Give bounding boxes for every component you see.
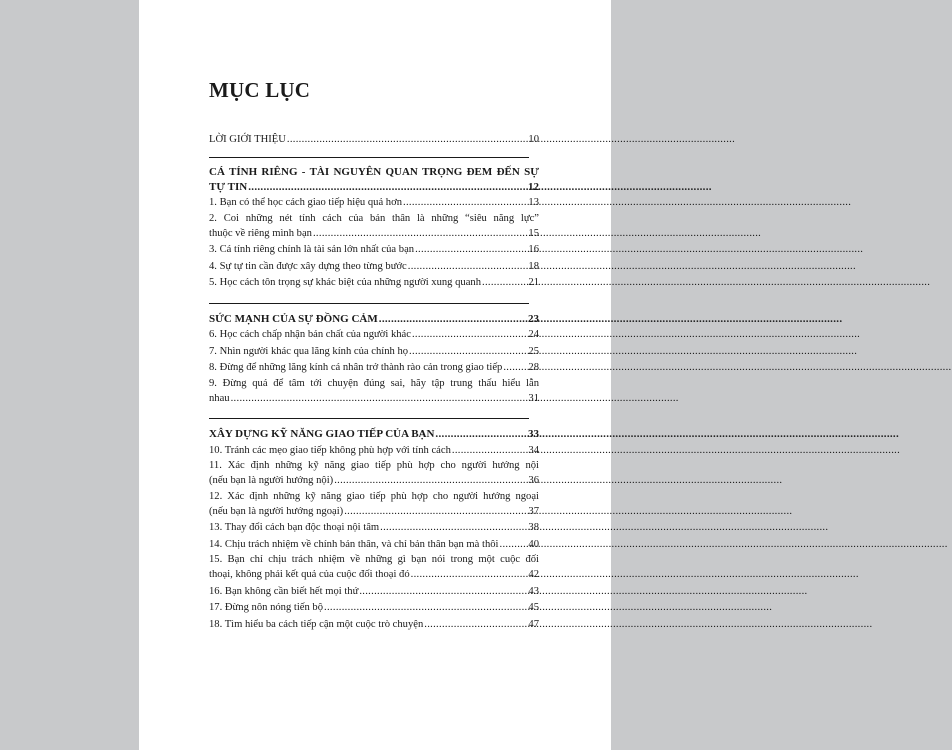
toc-entry [209, 259, 539, 276]
toc-entry-label: thuộc về riêng mình bạn [209, 227, 312, 239]
dot-leader [334, 473, 527, 490]
toc-entry [209, 520, 539, 537]
toc-entry [209, 275, 539, 292]
dot-leader [500, 537, 528, 554]
dot-leader [412, 327, 527, 344]
dot-leader [482, 275, 527, 292]
toc-entry-label: 14. Chịu trách nhiệm về chính bản thân, và chỉ bản thân bạn mà thôi [209, 538, 499, 550]
section-heading-line: CÁ TÍNH RIÊNG - TÀI NGUYÊN QUAN TRỌNG ĐEM ĐẾN SỰ [209, 165, 539, 178]
toc-entry-label: 6. Học cách chấp nhận bản chất của người khác [209, 329, 411, 340]
dot-leader [287, 132, 528, 149]
toc-page-number: 10 [528, 134, 539, 145]
toc-entry-line: 9. Đừng quá để tâm tới chuyện đúng sai, hãy tập trung thấu hiểu lẫn [209, 377, 539, 389]
toc-entry [209, 443, 539, 460]
section-heading-label: XÂY DỰNG KỸ NĂNG GIAO TIẾP CỦA BẠN [209, 428, 435, 440]
dot-leader [411, 567, 528, 584]
toc-page-number: 33 [528, 428, 539, 440]
toc-entry-label: thoại, không phải kết quả của cuộc đối thoại đó [209, 569, 410, 580]
book-page [139, 0, 611, 750]
toc-page-number: 34 [528, 444, 539, 456]
toc-entry-label: 7. Nhìn người khác qua lăng kính của chính họ [209, 345, 409, 357]
toc-entry [209, 226, 539, 243]
dot-leader [415, 242, 527, 259]
section-heading [209, 426, 539, 443]
toc-page-number: 15 [528, 227, 539, 239]
section-heading [209, 179, 539, 196]
toc-page-number: 43 [528, 585, 539, 597]
toc-page-number: 37 [528, 505, 539, 517]
toc-entry-line: 11. Xác định những kỹ năng giao tiếp phù hợp cho người hướng nội [209, 460, 539, 471]
toc-page-number: 47 [528, 618, 539, 630]
dot-leader [452, 443, 528, 460]
dot-leader [403, 195, 527, 212]
dot-leader [359, 584, 527, 601]
toc-entry-line: 15. Bạn chỉ chịu trách nhiệm về những gì bạn nói trong một cuộc đối [209, 554, 539, 565]
toc-entry-line: 12. Xác định những kỹ năng giao tiếp phù hợp cho người hướng ngoại [209, 490, 539, 502]
toc-entry [209, 584, 539, 601]
toc-page-number: 21 [528, 277, 539, 288]
toc-page-number: 12 [528, 180, 539, 193]
toc-entry-label: 10. Tránh các mẹo giao tiếp không phù hợp với tính cách [209, 444, 451, 456]
toc-page-number: 38 [528, 522, 539, 533]
table-of-contents [209, 132, 539, 633]
toc-entry [209, 473, 539, 490]
toc-entry [209, 391, 539, 408]
toc-entry-label: nhau [209, 392, 230, 404]
toc-page-number: 31 [528, 392, 539, 404]
toc-entry-label: (nếu bạn là người hướng nội) [209, 475, 334, 486]
toc-page-number: 40 [528, 538, 539, 550]
dot-leader [248, 179, 527, 196]
dot-leader [313, 226, 527, 243]
dot-leader [503, 360, 527, 377]
dot-leader [380, 520, 527, 537]
toc-entry [209, 537, 539, 554]
toc-entry [209, 617, 539, 634]
dot-leader [379, 311, 527, 328]
toc-page-number: 36 [528, 475, 539, 486]
toc-page-number: 25 [528, 345, 539, 357]
toc-entry-label: 8. Đừng để những lăng kính cá nhân trở thành rào cản trong giao tiếp [209, 362, 503, 373]
dot-leader [409, 344, 527, 361]
toc-entry-label: 5. Học cách tôn trọng sự khác biệt của những người xung quanh [209, 277, 482, 288]
toc-entry-label: 17. Đừng nôn nóng tiến bộ [209, 602, 324, 613]
page-title: MỤC LỤC [209, 78, 311, 102]
toc-entry [209, 195, 539, 212]
toc-entry-label: LỜI GIỚI THIỆU [209, 134, 286, 145]
dot-leader [408, 259, 528, 276]
toc-entry-intro [209, 132, 539, 149]
toc-page-number: 13 [528, 197, 539, 208]
toc-entry-label: 1. Bạn có thể học cách giao tiếp hiệu quả hơn [209, 197, 402, 208]
toc-entry [209, 600, 539, 617]
toc-entry [209, 344, 539, 361]
dot-leader [424, 617, 527, 634]
toc-entry-label: 4. Sự tự tin cần được xây dựng theo từng bước [209, 260, 407, 272]
toc-entry [209, 242, 539, 259]
toc-entry [209, 327, 539, 344]
section-heading-label: TỰ TIN [209, 180, 248, 193]
toc-entry-label: 3. Cá tính riêng chính là tài sản lớn nhất của bạn [209, 244, 415, 255]
section-heading-label: SỨC MẠNH CỦA SỰ ĐỒNG CẢM [209, 312, 378, 325]
section-heading [209, 311, 539, 328]
toc-entry-label: 18. Tìm hiểu ba cách tiếp cận một cuộc trò chuyện [209, 618, 424, 630]
toc-entry [209, 504, 539, 521]
toc-entry-label: 16. Bạn không cần biết hết mọi thứ [209, 585, 359, 597]
toc-entry-label: 13. Thay đổi cách bạn độc thoại nội tâm [209, 522, 380, 533]
toc-entry-line: 2. Coi những nét tính cách của bản thân là những “siêu năng lực” [209, 212, 539, 224]
toc-entry [209, 360, 539, 377]
dot-leader [231, 391, 528, 408]
toc-entry [209, 567, 539, 584]
dot-leader [344, 504, 527, 521]
toc-page-number: 18 [528, 260, 539, 272]
toc-page-number: 42 [528, 569, 539, 580]
toc-page-number: 45 [528, 602, 539, 613]
toc-page-number: 28 [528, 362, 539, 373]
toc-page-number: 23 [528, 312, 539, 325]
toc-entry-label: (nếu bạn là người hướng ngoại) [209, 505, 344, 517]
dot-leader [435, 426, 527, 443]
toc-page-number: 24 [528, 329, 539, 340]
dot-leader [324, 600, 527, 617]
toc-page-number: 16 [528, 244, 539, 255]
